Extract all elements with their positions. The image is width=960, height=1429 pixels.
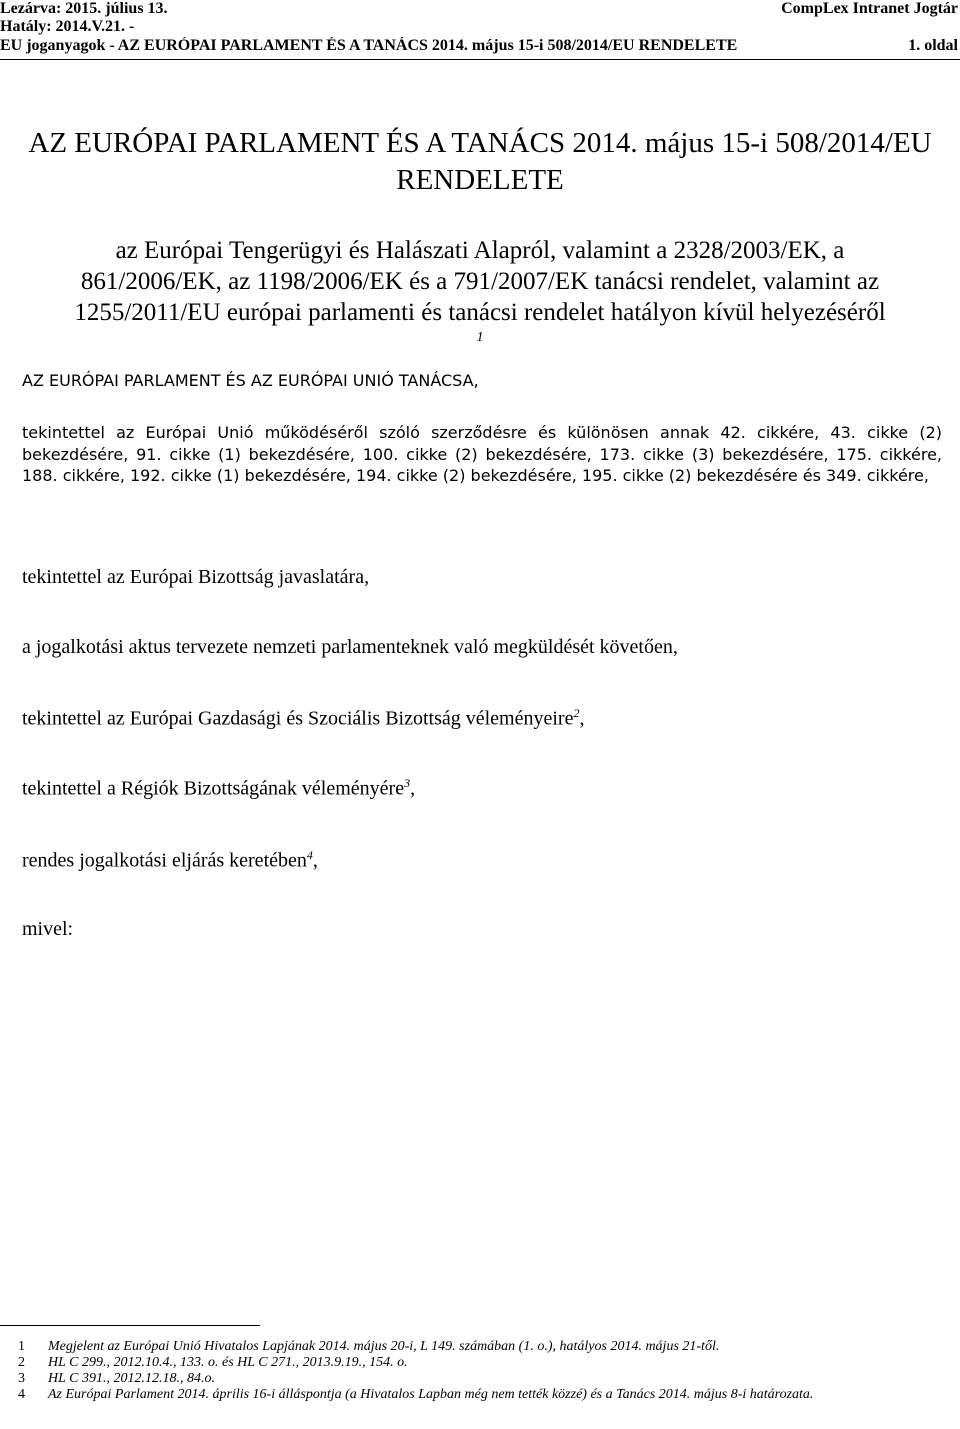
document-path: EU joganyagok - AZ EURÓPAI PARLAMENT ÉS A TANÁCS 2014. május 15-i 508/2014/EU RENDELETE [0,37,738,54]
subtitle-line-1: az Európai Tengerügyi és Halászati Alapról, valamint a 2328/2003/EK, a [115,237,845,264]
recital-national-parliaments: a jogalkotási aktus tervezete nemzeti parlamenteknek való megküldését követően, [22,636,678,658]
footnote-text: HL C 391., 2012.12.18., 84.o. [48,1371,215,1386]
brand-name: CompLex Intranet Jogtár [781,0,958,17]
footnote-1 [18,1339,938,1355]
subtitle-footnote-ref[interactable]: 1 [476,330,484,345]
recital-esc-opinion [22,706,584,731]
footnote-number: 4 [18,1387,25,1402]
validity-date: Hatály: 2014.V.21. - [0,18,135,35]
title-line-2: RENDELETE [396,164,564,196]
footnote-divider [0,1325,260,1326]
title-line-1: AZ EURÓPAI PARLAMENT ÉS A TANÁCS 2014. május 15-i 508/2014/EU [28,127,932,159]
subtitle-line-3: 1255/2011/EU európai parlamenti és tanácsi rendelet hatályon kívül helyezéséről [74,299,886,326]
recital-text: tekintettel az Európai Gazdasági és Szociális Bizottság véleményeire [22,707,574,730]
footnote-3 [18,1371,938,1387]
recital-procedure [22,848,318,873]
footnote-ref-3[interactable]: 3 [404,776,411,790]
closing-date: Lezárva: 2015. július 13. [0,0,168,17]
footnote-number: 1 [18,1339,25,1354]
recital-text: tekintettel a Régiók Bizottságának véleményére [22,777,405,800]
footnote-ref-2[interactable]: 2 [573,706,580,720]
subtitle-line-2: 861/2006/EK, az 1198/2006/EK és a 791/2007/EK tanácsi rendelet, valamint az [80,268,880,295]
footnote-text: Az Európai Parlament 2014. április 16-i álláspontja (a Hivatalos Lapban még nem tették közzé) és a Tanács 2014. május 8-i határozata. [48,1387,814,1402]
footnote-text: Megjelent az Európai Unió Hivatalos Lapjának 2014. május 20-i, L 149. számában (1. o.), hatályos 2014. május 21-től. [48,1339,720,1354]
footnote-number: 2 [18,1355,25,1370]
page-number: 1. oldal [908,37,958,54]
footnote-text: HL C 299., 2012.10.4., 133. o. és HL C 271., 2013.9.19., 154. o. [48,1355,408,1370]
recital-proposal: tekintettel az Európai Bizottság javaslatára, [22,566,370,588]
document-title [0,125,960,199]
recital-comma: , [312,849,318,872]
recital-comma: , [579,707,585,730]
legal-basis-paragraph: tekintettel az Európai Unió működéséről szóló szerződésre és különösen annak 42. cikkére, 43. cikke (2) bekezdésére, 91. cikke (1) bekezdésére, 100. cikke (2) bekezdésére, 173. cikke (3) bekezdésére, 175. cikkére, 188. cikkére, 192. cikke (1) bekezdésére, 194. cikke (2) bekezdésére, 195. cikke (2) bekezdésére és 349. cikkére, [22,423,942,485]
document-subtitle [0,235,960,345]
whereas-label: mivel: [22,918,74,940]
header-divider [0,59,960,60]
recital-text: rendes jogalkotási eljárás keretében [22,849,307,872]
footnote-number: 3 [18,1371,25,1386]
footnotes-section [18,1339,938,1403]
issuing-bodies: AZ EURÓPAI PARLAMENT ÉS AZ EURÓPAI UNIÓ TANÁCSA, [22,371,479,390]
footnote-ref-4[interactable]: 4 [306,848,313,862]
recital-comma: , [410,777,416,800]
recital-cor-opinion [22,776,415,801]
footnote-4 [18,1387,938,1403]
footnote-2 [18,1355,938,1371]
